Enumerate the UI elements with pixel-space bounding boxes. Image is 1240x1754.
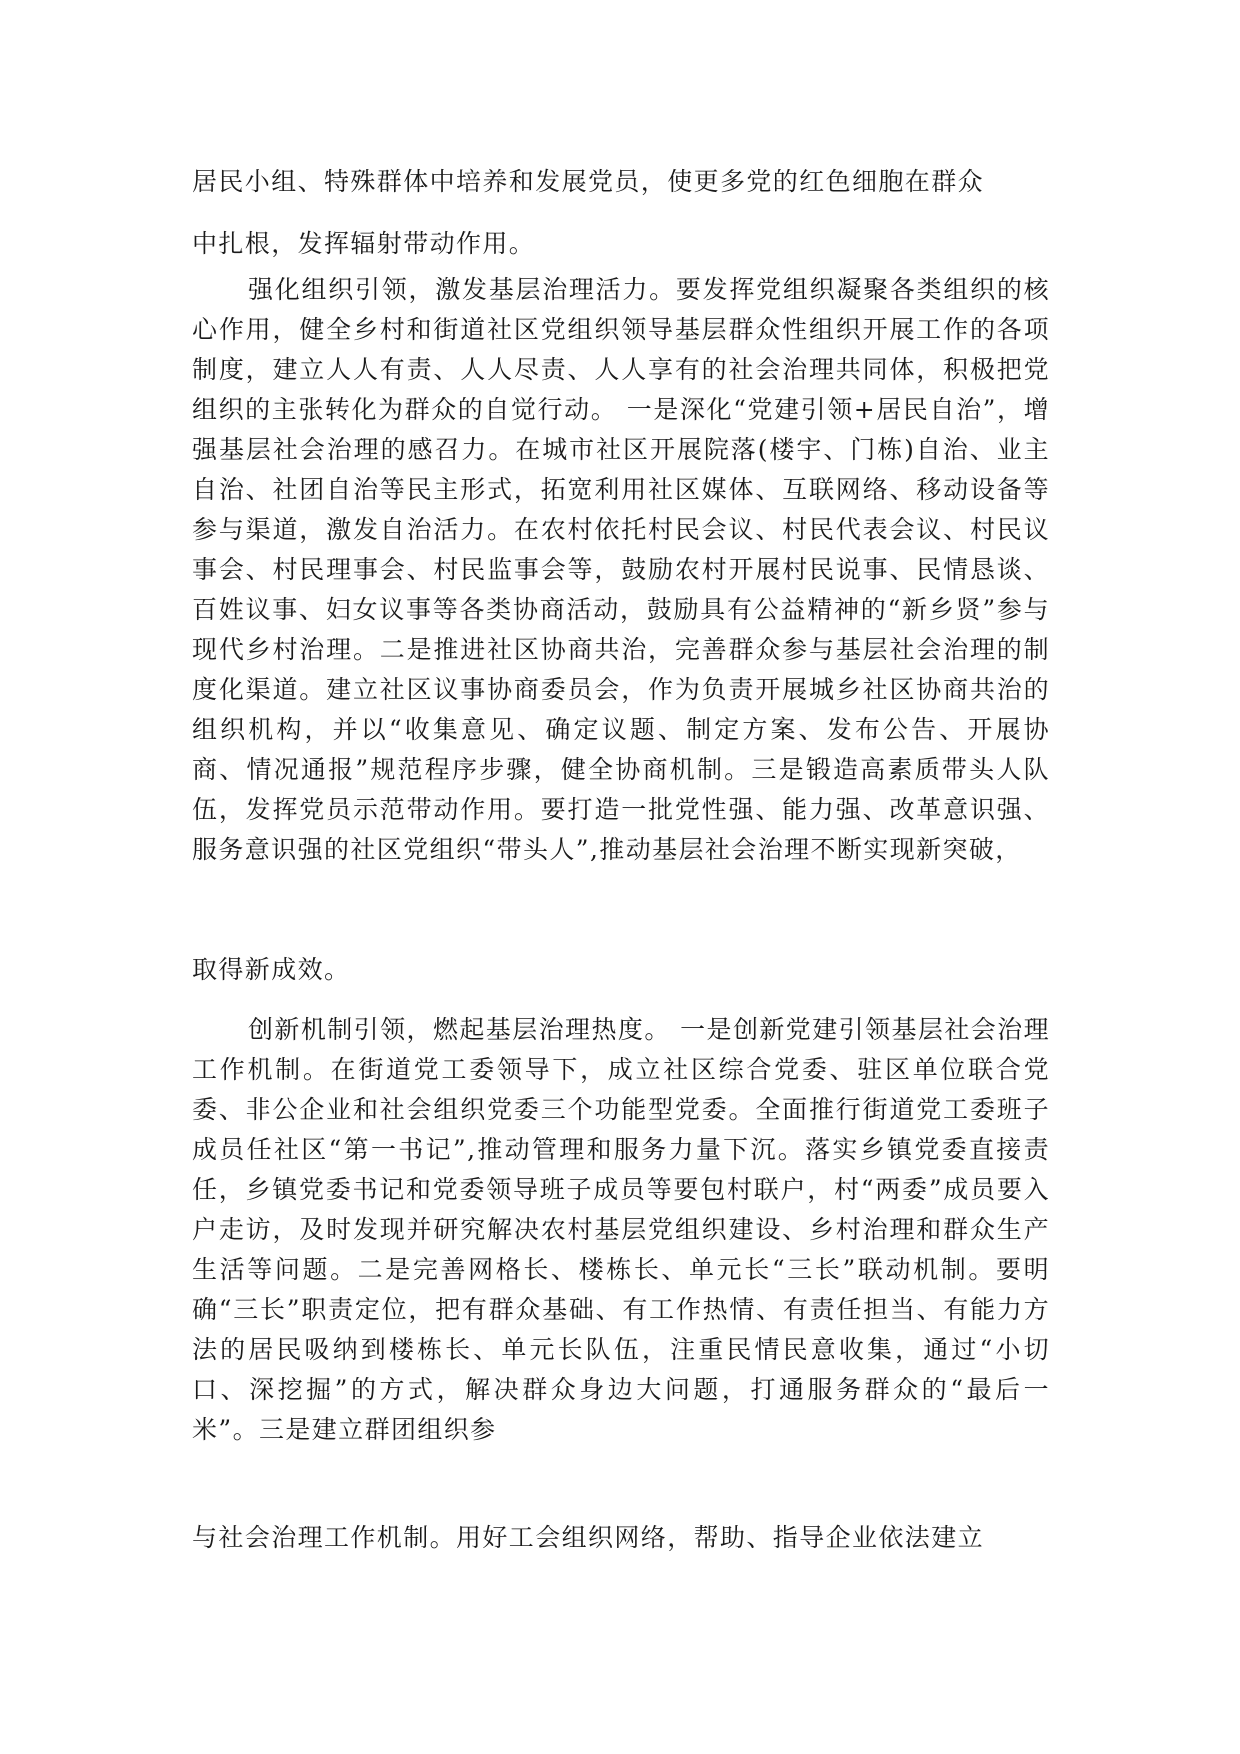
paragraph-line: 中扎根，发挥辐射带动作用。 [192, 229, 536, 258]
paragraph-organization-lead-tail: 取得新成效。 [192, 955, 351, 984]
paragraph-line: 居民小组、特殊群体中培养和发展党员，使更多党的红色细胞在群众 [192, 167, 985, 196]
paragraph-mechanism-lead-tail: 与社会治理工作机制。用好工会组织网络，帮助、指导企业依法建立 [192, 1523, 985, 1552]
paragraph-organization-lead: 强化组织引领，激发基层治理活力。要发挥党组织凝聚各类组织的核心作用，健全乡村和街道社区党组织领导基层群众性组织开展工作的各项制度，建立人人有责、人人尽责、人人享有的社会治理共同体，积极把党组织的主张转化为群众的自觉行动。 一是深化“党建引领+居民自治”，增强基层社会治理的感召力。在城市社区开展院落(楼宇、门栋)自治、业主自治、社团自治等民主形式，拓宽利用社区媒体、互联网络、移动设备等参与渠道，激发自治活力。在农村依托村民会议、村民代表会议、村民议事会、村民理事会、村民监事会等，鼓励农村开展村民说事、民情恳谈、百姓议事、妇女议事等各类协商活动，鼓励具有公益精神的“新乡贤”参与现代乡村治理。二是推进社区协商共治，完善群众参与基层社会治理的制度化渠道。建立社区议事协商委员会，作为负责开展城乡社区协商共治的组织机构，并以“收集意见、确定议题、制定方案、发布公告、开展协商、情况通报”规范程序步骤，健全协商机制。三是锻造高素质带头人队伍，发挥党员示范带动作用。要打造一批党性强、能力强、改革意识强、服务意识强的社区党组织“带头人”,推动基层社会治理不断实现新突破， [192, 275, 1050, 864]
paragraph-mechanism-lead: 创新机制引领，燃起基层治理热度。 一是创新党建引领基层社会治理工作机制。在街道党工委领导下，成立社区综合党委、驻区单位联合党委、非公企业和社会组织党委三个功能型党委。全面推行街道党工委班子成员任社区“第一书记”,推动管理和服务力量下沉。落实乡镇党委直接责任，乡镇党委书记和党委领导班子成员等要包村联户，村“两委”成员要入户走访，及时发现并研究解决农村基层党组织建设、乡村治理和群众生产生活等问题。二是完善网格长、楼栋长、单元长“三长”联动机制。要明确“三长”职责定位，把有群众基础、有工作热情、有责任担当、有能力方法的居民吸纳到楼栋长、单元长队伍，注重民情民意收集，通过“小切口、深挖掘”的方式，解决群众身边大问题，打通服务群众的“最后一米”。三是建立群团组织参 [192, 1015, 1050, 1444]
paragraph-continued [192, 158, 1050, 268]
